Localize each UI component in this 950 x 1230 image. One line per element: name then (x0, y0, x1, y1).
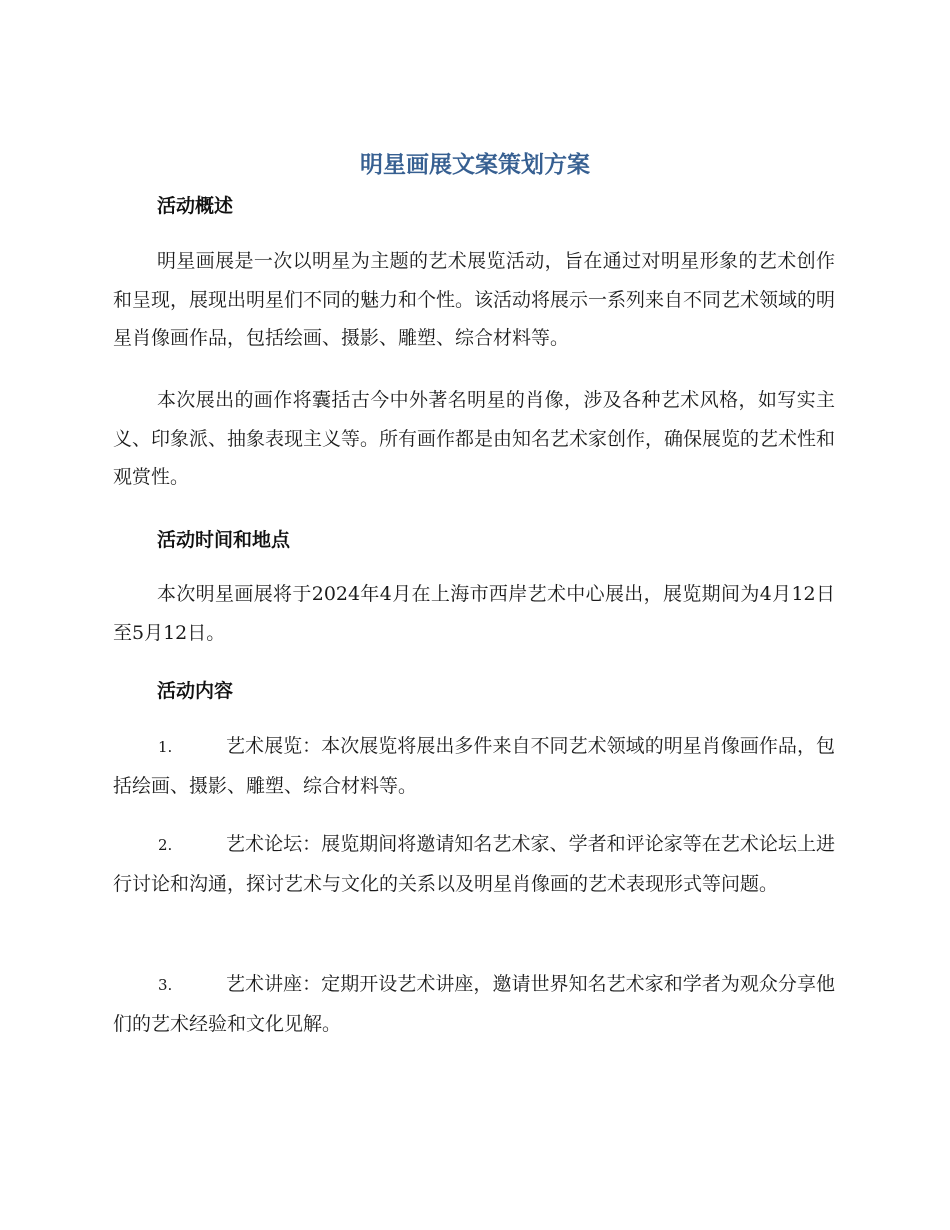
overview-paragraph-1: 明星画展是一次以明星为主题的艺术展览活动，旨在通过对明星形象的艺术创作和呈现，展现出明星们不同的魅力和个性。该活动将展示一系列来自不同艺术领域的明星肖像画作品，包括绘画、摄影、雕塑、综合材料等。 (113, 250, 836, 349)
list-item-text: 艺术展览：本次展览将展出多件来自不同艺术领域的明星肖像画作品，包括绘画、摄影、雕塑、综合材料等。 (113, 735, 835, 797)
list-item (113, 965, 835, 1043)
list-item (113, 825, 835, 903)
list-item-number: 2. (158, 836, 173, 854)
list-item (113, 727, 835, 805)
list-item-text: 艺术讲座：定期开设艺术讲座，邀请世界知名艺术家和学者为观众分享他们的艺术经验和文化见解。 (113, 973, 835, 1035)
time-location-paragraph: 本次明星画展将于2024年4月在上海市西岸艺术中心展出，展览期间为4月12日至5月12日。 (113, 583, 835, 644)
list-item-number: 3. (158, 976, 173, 994)
list-item-text: 艺术论坛：展览期间将邀请知名艺术家、学者和评论家等在艺术论坛上进行讨论和沟通，探讨艺术与文化的关系以及明星肖像画的艺术表现形式等问题。 (113, 833, 835, 895)
document-title: 明星画展文案策划方案 (360, 152, 590, 178)
section-heading-overview: 活动概述 (157, 195, 234, 217)
section-heading-content: 活动内容 (157, 680, 234, 702)
list-item-number: 1. (158, 738, 173, 756)
section-heading-time-location: 活动时间和地点 (157, 529, 291, 551)
overview-paragraph-2: 本次展出的画作将囊括古今中外著名明星的肖像，涉及各种艺术风格，如写实主义、印象派、抽象表现主义等。所有画作都是由知名艺术家创作，确保展览的艺术性和观赏性。 (113, 389, 836, 488)
